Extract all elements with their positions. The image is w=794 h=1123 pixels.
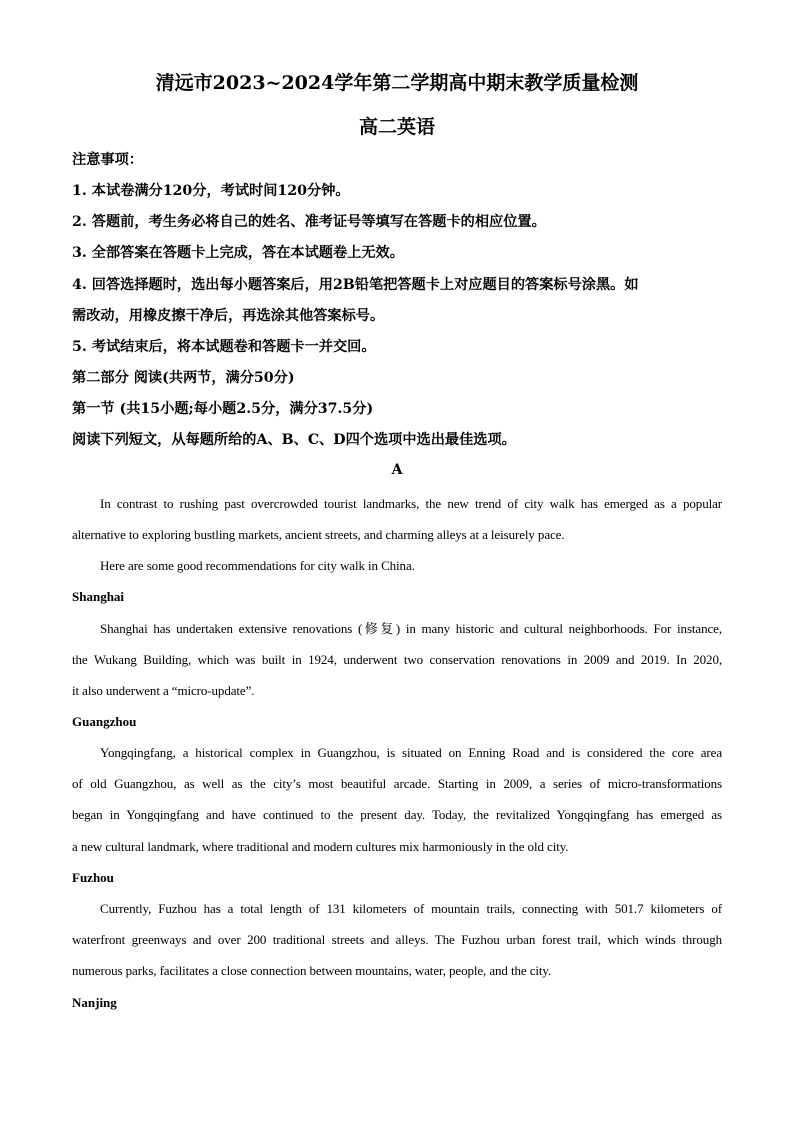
note-item-3: 3. 全部答案在答题卡上完成，答在本试题卷上无效。 (72, 245, 404, 261)
text-line: Shanghai has undertaken extensive renovations (修复) in many historic and cultural neighborhoods. For instance, (100, 621, 722, 636)
passage-intro-2 (72, 550, 722, 581)
text-line: a new cultural landmark, where traditional and modern cultures mix harmoniously in the old city. (72, 838, 569, 854)
text-line: of old Guangzhou, as well as the city’s most beautiful arcade. Starting in 2009, a series of micro-transformations (72, 776, 722, 792)
paragraph-fuzhou (72, 893, 722, 987)
text-line: waterfront greenways and over 200 traditional streets and alleys. The Fuzhou urban forest trail, which winds through (72, 932, 722, 948)
passage-intro (72, 488, 722, 550)
heading-nanjing: Nanjing (72, 995, 117, 1010)
text-line: alternative to exploring bustling markets, ancient streets, and charming alleys at a leisurely pace. (72, 527, 565, 543)
text-line: the Wukang Building, which was built in 1924, underwent two conservation renovations in 2009 and 2019. In 2020, (72, 652, 722, 668)
notes-heading: 注意事项： (72, 152, 143, 168)
heading-guangzhou: Guangzhou (72, 714, 137, 729)
exam-subject: 高二英语 (358, 116, 435, 138)
paragraph-shanghai (72, 613, 722, 707)
note-item-2: 2. 答题前，考生务必将自己的姓名、准考证号等填写在答题卡的相应位置。 (72, 214, 546, 230)
exam-title: 清远市2023~2024学年第二学期高中期末教学质量检测 (155, 72, 639, 94)
text-line: it also underwent a “micro-update”. (72, 683, 255, 699)
note-item-4: 4. 回答选择题时，选出每小题答案后，用2B铅笔把答题卡上对应题目的答案标号涂黑。如 (72, 277, 639, 293)
heading-fuzhou: Fuzhou (72, 870, 114, 885)
note-item-4-cont: 需改动，用橡皮擦干净后，再选涂其他答案标号。 (72, 308, 385, 324)
section-subpart: 第一节 (共15小题;每小题2.5分，满分37.5分) (72, 401, 374, 417)
section-instruction: 阅读下列短文，从每题所给的A、B、C、D四个选项中选出最佳选项。 (72, 432, 516, 448)
note-item-5: 5. 考试结束后，将本试题卷和答题卡一并交回。 (72, 339, 376, 355)
text-line: began in Yongqingfang and have continued to the present day. Today, the revitalized Yongqingfang has emerged as (72, 807, 722, 823)
paragraph-guangzhou (72, 737, 722, 862)
text-line: Here are some good recommendations for city walk in China. (100, 558, 415, 573)
note-item-1: 1. 本试卷满分120分，考试时间120分钟。 (72, 183, 350, 199)
text-line: Currently, Fuzhou has a total length of 131 kilometers of mountain trails, connecting with 501.7 kilometers of (100, 901, 722, 916)
passage-label: A (391, 462, 403, 478)
text-line: numerous parks, facilitates a close connection between mountains, water, people, and the city. (72, 963, 552, 979)
heading-shanghai: Shanghai (72, 589, 125, 604)
text-line: In contrast to rushing past overcrowded tourist landmarks, the new trend of city walk has emerged as a popular (100, 496, 722, 511)
section-part: 第二部分 阅读(共两节，满分50分) (72, 370, 295, 386)
text-line: Yongqingfang, a historical complex in Guangzhou, is situated on Enning Road and is considered the core area (100, 745, 722, 760)
